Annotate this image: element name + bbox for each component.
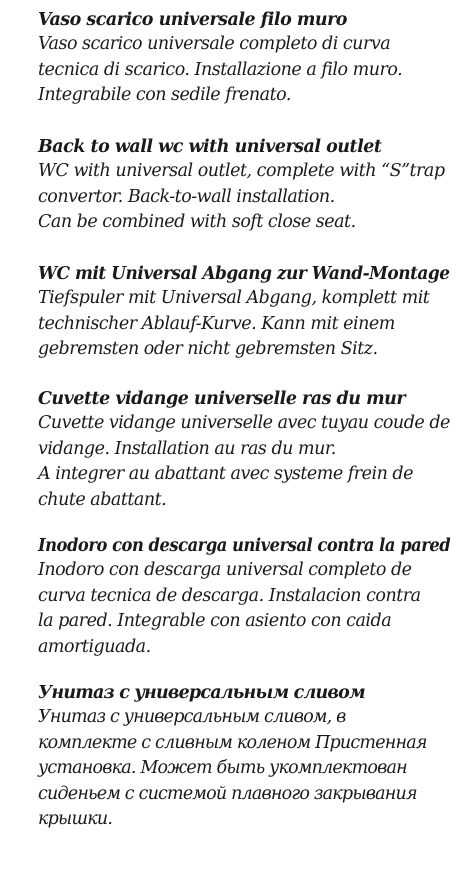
description-line: curva tecnica de descarga. Instalacion contra: [38, 585, 421, 606]
description-line: convertor. Back-to-wall installation.: [38, 186, 335, 207]
section-italian: [38, 8, 448, 109]
section-heading: Vaso scarico universale filo muro: [38, 10, 347, 30]
description-line: Унитаз с универсальным сливом, в: [38, 707, 346, 727]
description-line: A integrer au abattant avec systeme frein de: [38, 464, 413, 484]
section-russian: [38, 681, 448, 833]
description-line: la pared. Integrable con asiento con caida: [38, 611, 392, 631]
description-line: крышки.: [38, 809, 113, 829]
description-line: chute abattant.: [38, 489, 167, 510]
section-heading: Back to wall wc with universal outlet: [38, 137, 382, 157]
description-line: gebremsten oder nicht gebremsten Sitz.: [38, 339, 378, 359]
description-line: WC with universal outlet, complete with “S”trap: [38, 161, 445, 181]
description-line: amortiguada.: [38, 636, 151, 657]
description-line: Integrabile con sedile frenato.: [38, 85, 291, 105]
section-heading: WC mit Universal Abgang zur Wand-Montage: [38, 264, 450, 284]
description-line: Cuvette vidange universelle avec tuyau coude de: [38, 413, 450, 433]
section-heading: Унитаз с универсальным сливом: [38, 683, 365, 703]
description-line: Inodoro con descarga universal completo de: [38, 560, 412, 580]
description-line: Can be combined with soft close seat.: [38, 212, 356, 232]
description-line: установка. Может быть укомплектован: [38, 758, 407, 778]
section-french: [38, 387, 448, 513]
description-line: сиденьем с системой плавного закрывания: [38, 783, 417, 804]
description-line: Tiefspuler mit Universal Abgang, komplett mit: [38, 288, 430, 308]
section-spanish: [38, 534, 451, 660]
description-line: technischer Ablauf-Kurve. Kann mit einem: [38, 313, 395, 334]
section-heading: Inodoro con descarga universal contra la pared: [38, 536, 451, 556]
description-line: комплекте с сливным коленом Пристенная: [38, 732, 427, 753]
section-german: [38, 262, 448, 363]
description-line: vidange. Installation au ras du mur.: [38, 438, 336, 459]
section-heading: Cuvette vidange universelle ras du mur: [38, 389, 406, 409]
section-english: [38, 135, 448, 236]
description-line: Vaso scarico universale completo di curva: [38, 34, 391, 54]
description-line: tecnica di scarico. Installazione a filo muro.: [38, 59, 403, 80]
